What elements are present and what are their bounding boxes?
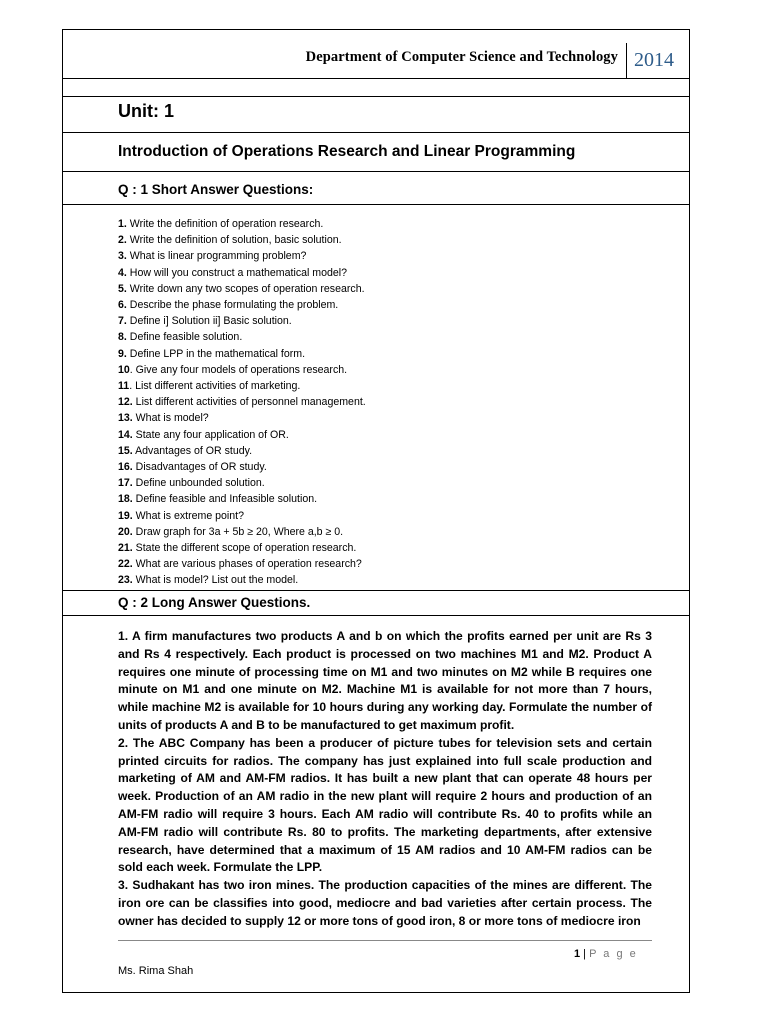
list-item: 18. Define feasible and Infeasible solution.	[118, 493, 318, 506]
short-question-list	[118, 216, 366, 589]
list-item: 2. Write the definition of solution, basic solution.	[118, 234, 342, 247]
list-item: 3. What is linear programming problem?	[118, 250, 307, 263]
divider	[63, 78, 689, 79]
list-item: 12. List different activities of personnel management.	[118, 396, 366, 409]
list-item: 8. Define feasible solution.	[118, 331, 243, 344]
divider	[63, 590, 689, 591]
list-item: 10. Give any four models of operations research.	[118, 363, 348, 376]
list-item: 1. Write the definition of operation research.	[118, 218, 324, 230]
author-name: Ms. Rima Shah	[118, 965, 194, 977]
list-item: 4. How will you construct a mathematical model?	[118, 266, 348, 279]
list-item: 22. What are various phases of operation research?	[118, 558, 362, 571]
unit-title: Unit: 1	[118, 101, 174, 121]
list-item: 1. A firm manufactures two products A and b on which the profits earned per unit are Rs 3 and Rs 4 respectively. Each product is processed on two machines M1 and M2. Product A requires one minute of processing time on M1 and two minutes on M2 while B requires one minute on M1 and one minute on M2. Machine M1 is available for not more than 7 hours, while machine M2 is available for 10 hours during any working day. Formulate the number of units of products A and B to be manufactured to get maximum profit.	[118, 629, 652, 732]
list-item: 20. Draw graph for 3a + 5b ≥ 20, Where a,b ≥ 0.	[118, 525, 344, 538]
list-item: 5. Write down any two scopes of operation research.	[118, 282, 365, 295]
divider	[63, 171, 689, 172]
list-item: 14. State any four application of OR.	[118, 428, 289, 441]
divider	[63, 96, 689, 97]
list-item: 16. Disadvantages of OR study.	[118, 461, 267, 474]
list-item: 15. Advantages of OR study.	[118, 444, 253, 457]
header-year: 2014	[634, 49, 674, 71]
page-number: 1 | P a g e	[574, 948, 638, 960]
page-title: Introduction of Operations Research and Linear Programming	[118, 143, 576, 160]
header-separator	[626, 43, 627, 79]
long-question-list	[118, 628, 652, 931]
divider	[63, 132, 689, 133]
list-item: 19. What is extreme point?	[118, 509, 245, 522]
short-section-title: Q : 1 Short Answer Questions:	[118, 182, 314, 197]
divider	[63, 615, 689, 616]
list-item: 7. Define i] Solution ii] Basic solution.	[118, 315, 292, 328]
list-item: 2. The ABC Company has been a producer of picture tubes for television sets and certain printed circuits for radios. The company has just explained into full scale production and marketing of AM and AM-FM radios. It has built a new plant that can operate 48 hours per week. Production of an AM radio in the new plant will require 2 hours and production of an AM-FM radio will require 3 hours. Each AM radio will contribute Rs. 40 to profits while an AM-FM radio will contribute Rs. 80 to profits. The marketing departments, after extensive research, have determined that a maximum of 15 AM radios and 10 AM-FM radios can be sold each week. Formulate the LPP.	[118, 735, 652, 875]
list-item: 21. State the different scope of operation research.	[118, 542, 357, 555]
long-section-title: Q : 2 Long Answer Questions.	[118, 595, 311, 610]
list-item: 11. List different activities of marketing.	[118, 380, 301, 393]
list-item: 6. Describe the phase formulating the problem.	[118, 299, 339, 312]
list-item: 17. Define unbounded solution.	[118, 477, 265, 490]
list-item: 13. What is model?	[118, 412, 209, 425]
list-item: 3. Sudhakant has two iron mines. The production capacities of the mines are different. The iron ore can be classifies into good, mediocre and bad varieties after certain process. The owner has decided to supply 12 or more tons of good iron, 8 or more tons of mediocre iron	[118, 878, 652, 928]
list-item: 23. What is model? List out the model.	[118, 574, 299, 587]
footer-rule	[118, 940, 652, 941]
divider	[63, 204, 689, 205]
list-item: 9. Define LPP in the mathematical form.	[118, 347, 306, 360]
department-header: Department of Computer Science and Technology	[305, 49, 618, 65]
